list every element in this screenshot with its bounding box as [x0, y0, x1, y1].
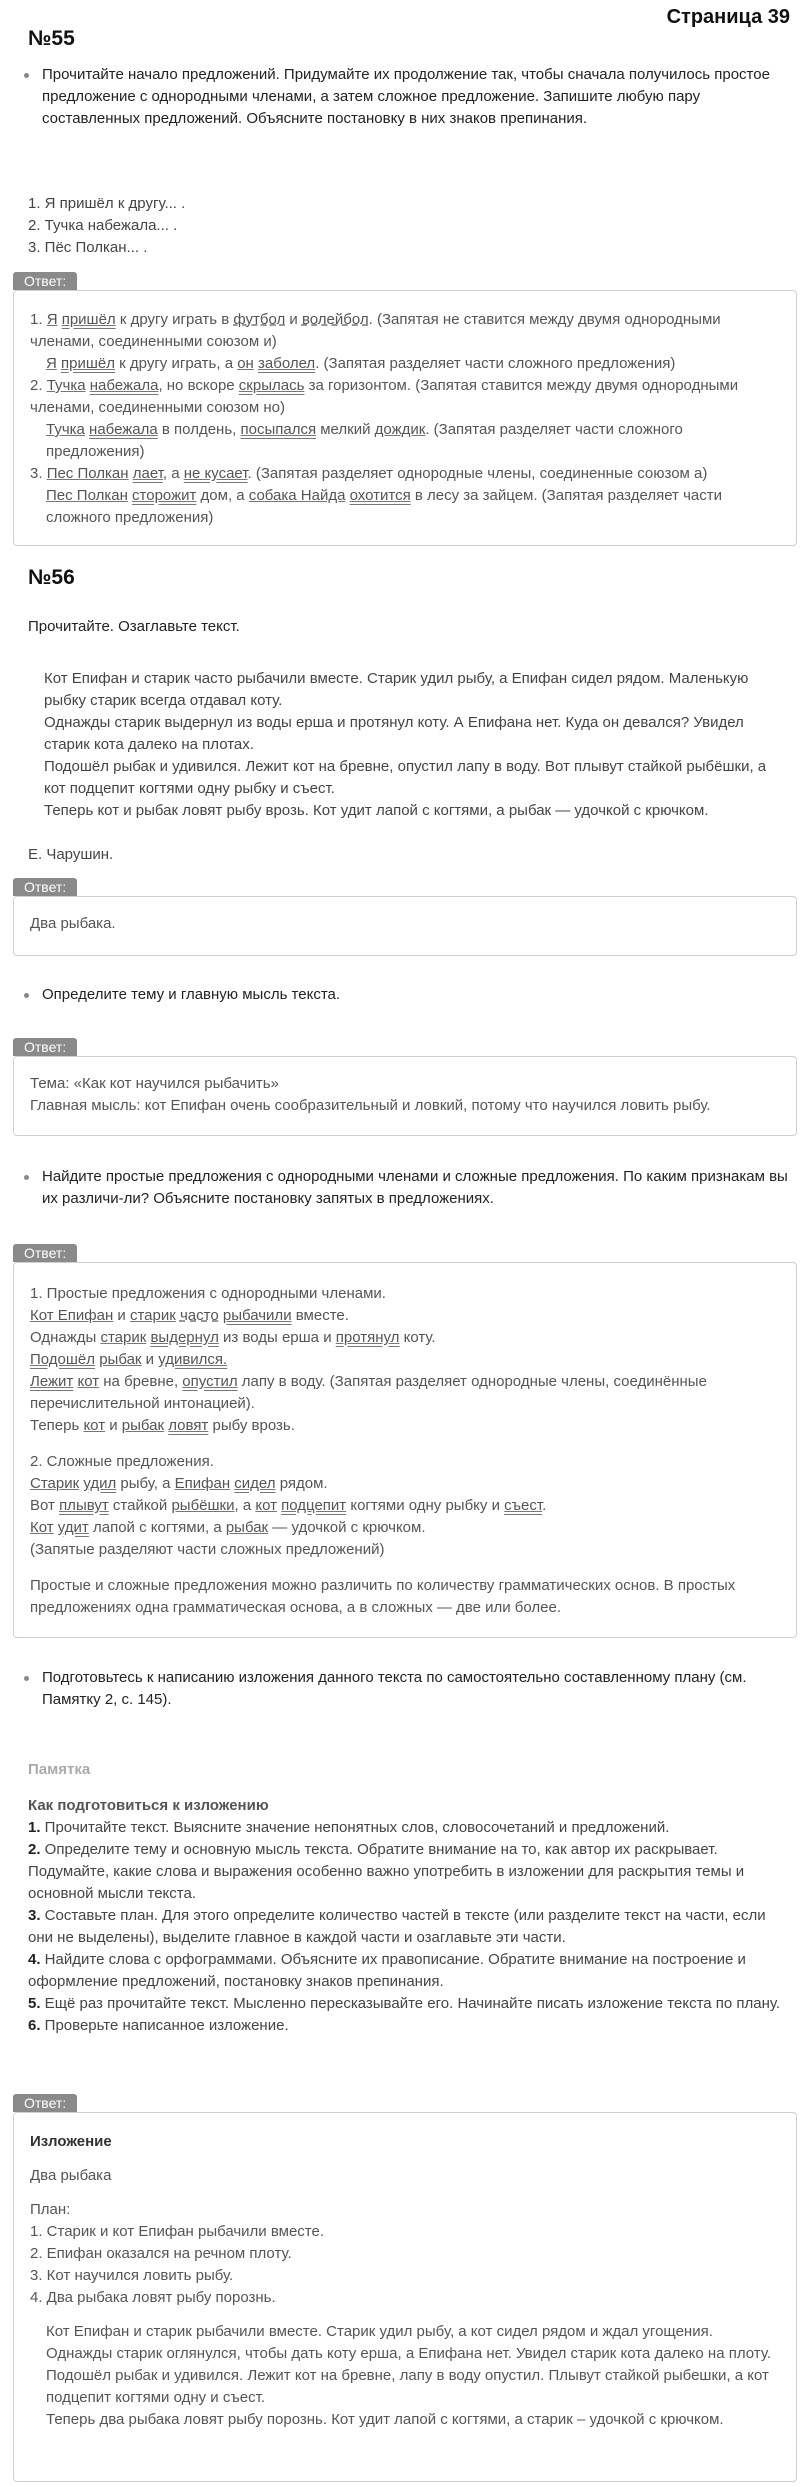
answer-box-title	[13, 896, 797, 956]
list-item: 2. Тучка набежала... .	[28, 217, 178, 234]
answer-line: 3. Пес Полкан лает, а не кусает. (Запятая разделяет однородные члены, соединенные союзом а)	[30, 465, 708, 482]
story-paragraph: Кот Епифан и старик часто рыбачили вместе. Старик удил рыбу, а Епифан сидел рядом. Маленькую рыбку старик всегда отдавал коту.	[44, 670, 749, 709]
memo-item: 4. Найдите слова с орфограммами. Объясните их правописание. Обратите внимание на построение и оформление предложений, постановку знаков препинания.	[28, 1951, 746, 1990]
answer-line: Лежит кот на бревне, опустил лапу в воду. (Запятая разделяет однородные члены, соединённые перечислительной интонацией).	[30, 1373, 707, 1412]
answer-line: 2. Сложные предложения.	[30, 1453, 214, 1470]
answer-line: 1. Простые предложения с однородными членами.	[30, 1285, 386, 1302]
answer-line: Тема: «Как кот научился рыбачить»	[30, 1075, 279, 1092]
essay-plan-label: План:	[30, 2201, 71, 2218]
plan-item: 1. Старик и кот Епифан рыбачили вместе.	[30, 2223, 325, 2240]
memo-item: 5. Ещё раз прочитайте текст. Мысленно пересказывайте его. Начинайте писать изложение текста по плану.	[28, 1995, 781, 2012]
answer-line: Два рыбака.	[30, 915, 116, 932]
question-prepare: Подготовьтесь к написанию изложения данного текста по самостоятельно составленному плану (см. Памятку 2, с. 145).	[42, 1669, 747, 1708]
memo-subtitle: Как подготовиться к изложению	[28, 1797, 269, 1814]
answer-line: Вот плывут стайкой рыбёшки, а кот подцепит когтями одну рыбку и съест.	[30, 1497, 547, 1514]
answer-box-sentences	[13, 1262, 797, 1638]
answer-line: Теперь кот и рыбак ловят рыбу врозь.	[30, 1417, 295, 1434]
story-paragraph: Теперь кот и рыбак ловят рыбу врозь. Кот удит лапой с когтями, а рыбак — удочкой с крючком.	[44, 802, 709, 819]
memo-item: 3. Составьте план. Для этого определите количество частей в тексте (или разделите текст на части, если они не выделены), выделите главное в каждой части и озаглавьте эти части.	[28, 1907, 766, 1946]
memo-title: Памятка	[28, 1761, 91, 1778]
page-label: Страница 39	[666, 6, 790, 28]
list-item: 1. Я пришёл к другу... .	[28, 195, 186, 212]
answer-line: Кот Епифан и старик часто рыбачили вместе.	[30, 1307, 349, 1324]
answer-line: 1. Я пришёл к другу играть в футбол и волейбол. (Запятая не ставится между двумя однородными членами, соединенными союзом и)	[30, 311, 721, 350]
answer-tag: Ответ:	[13, 272, 77, 290]
answer-line: 2. Тучка набежала, но вскоре скрылась за горизонтом. (Запятая ставится между двумя однородными членами, соединенными союзом но)	[30, 377, 739, 416]
exercise-55-number: №55	[28, 27, 75, 50]
story-text	[28, 668, 788, 866]
plan-item: 2. Епифан оказался на речном плоту.	[30, 2245, 292, 2262]
answer-box-theme	[13, 1056, 797, 1136]
list-item: 3. Пёс Полкан... .	[28, 239, 148, 256]
story-paragraph: Однажды старик выдернул из воды ерша и протянул коту. А Епифана нет. Куда он девался? Увидел старик кота далеко на плотах.	[44, 714, 744, 753]
essay-title: Два рыбака	[30, 2167, 112, 2184]
answer-line: Кот удит лапой с когтями, а рыбак — удочкой с крючком.	[30, 1519, 426, 1536]
exercise-55-items	[28, 193, 185, 259]
essay-paragraph: Кот Епифан и старик рыбачили вместе. Старик удил рыбу, а кот сидел рядом и ждал угощения.	[46, 2323, 713, 2340]
question-sentences: Найдите простые предложения с однородными членами и сложные предложения. По каким признакам вы их различи-ли? Объясните постановку запятых в предложениях.	[42, 1168, 788, 1207]
story-paragraph: Подошёл рыбак и удивился. Лежит кот на бревне, опустил лапу в воду. Вот плывут стайкой рыбёшки, а кот подцепит когтями одну рыбку и съест.	[44, 758, 767, 797]
exercise-55-task: Прочитайте начало предложений. Придумайте их продолжение так, чтобы сначала получилось простое предложение с однородными членами, а затем сложное предложение. Запишите любую пару составленных предложений. Объясните постановку в них знаков препинания.	[42, 66, 770, 127]
answer-box-55	[13, 290, 797, 546]
answer-line: Старик удил рыбу, а Епифан сидел рядом.	[30, 1475, 328, 1492]
answer-line: Однажды старик выдернул из воды ерша и протянул коту.	[30, 1329, 436, 1346]
exercise-56-number: №56	[28, 566, 75, 589]
essay-paragraph: Однажды старик оглянулся, чтобы дать коту ерша, а Епифана нет. Увидел старик кота далеко на плоту.	[46, 2345, 771, 2362]
question-theme: Определите тему и главную мысль текста.	[42, 986, 341, 1003]
answer-tag: Ответ:	[13, 1244, 77, 1262]
story-author: Е. Чарушин.	[28, 846, 114, 863]
essay-heading: Изложение	[30, 2133, 112, 2150]
answer-tag: Ответ:	[13, 2094, 77, 2112]
memo-item: 6. Проверьте написанное изложение.	[28, 2017, 289, 2034]
answer-line: Пес Полкан сторожит дом, а собака Найда охотится в лесу за зайцем. (Запятая разделяет части сложного предложения)	[46, 487, 722, 526]
answer-line: Подошёл рыбак и удивился.	[30, 1351, 228, 1368]
plan-item: 3. Кот научился ловить рыбу.	[30, 2267, 234, 2284]
answer-tag: Ответ:	[13, 878, 77, 896]
answer-box-essay	[13, 2112, 797, 2482]
answer-line: Главная мысль: кот Епифан очень сообразительный и ловкий, потому что научился ловить рыбу.	[30, 1097, 711, 1114]
memo-block	[28, 1759, 790, 2037]
answer-line: Тучка набежала в полдень, посыпался мелкий дождик. (Запятая разделяет части сложного предложения)	[46, 421, 683, 460]
plan-item: 4. Два рыбака ловят рыбу порознь.	[30, 2289, 276, 2306]
memo-item: 1. Прочитайте текст. Выясните значение непонятных слов, словосочетаний и предложений.	[28, 1819, 670, 1836]
answer-line: Я пришёл к другу играть, а он заболел. (Запятая разделяет части сложного предложения)	[46, 355, 676, 372]
answer-tag: Ответ:	[13, 1038, 77, 1056]
essay-paragraph: Теперь два рыбака ловят рыбу порознь. Кот удит лапой с когтями, а старик – удочкой с крючком.	[46, 2411, 724, 2428]
answer-conclusion: Простые и сложные предложения можно различить по количеству грамматических основ. В простых предложениях одна грамматическая основа, а в сложных — две или более.	[30, 1577, 736, 1616]
essay-paragraph: Подошёл рыбак и удивился. Лежит кот на бревне, лапу в воду опустил. Плывут стайкой рыбешки, а кот подцепит когтями одну и съест.	[46, 2367, 769, 2406]
exercise-56-task: Прочитайте. Озаглавьте текст.	[28, 618, 240, 635]
memo-item: 2. Определите тему и основную мысль текста. Обратите внимание на то, как автор их раскрывает. Подумайте, какие слова и выражения особенно важно употребить в изложении для раскрытия темы и основной мысли текста.	[28, 1841, 745, 1902]
answer-line: (Запятые разделяют части сложных предложений)	[30, 1541, 385, 1558]
